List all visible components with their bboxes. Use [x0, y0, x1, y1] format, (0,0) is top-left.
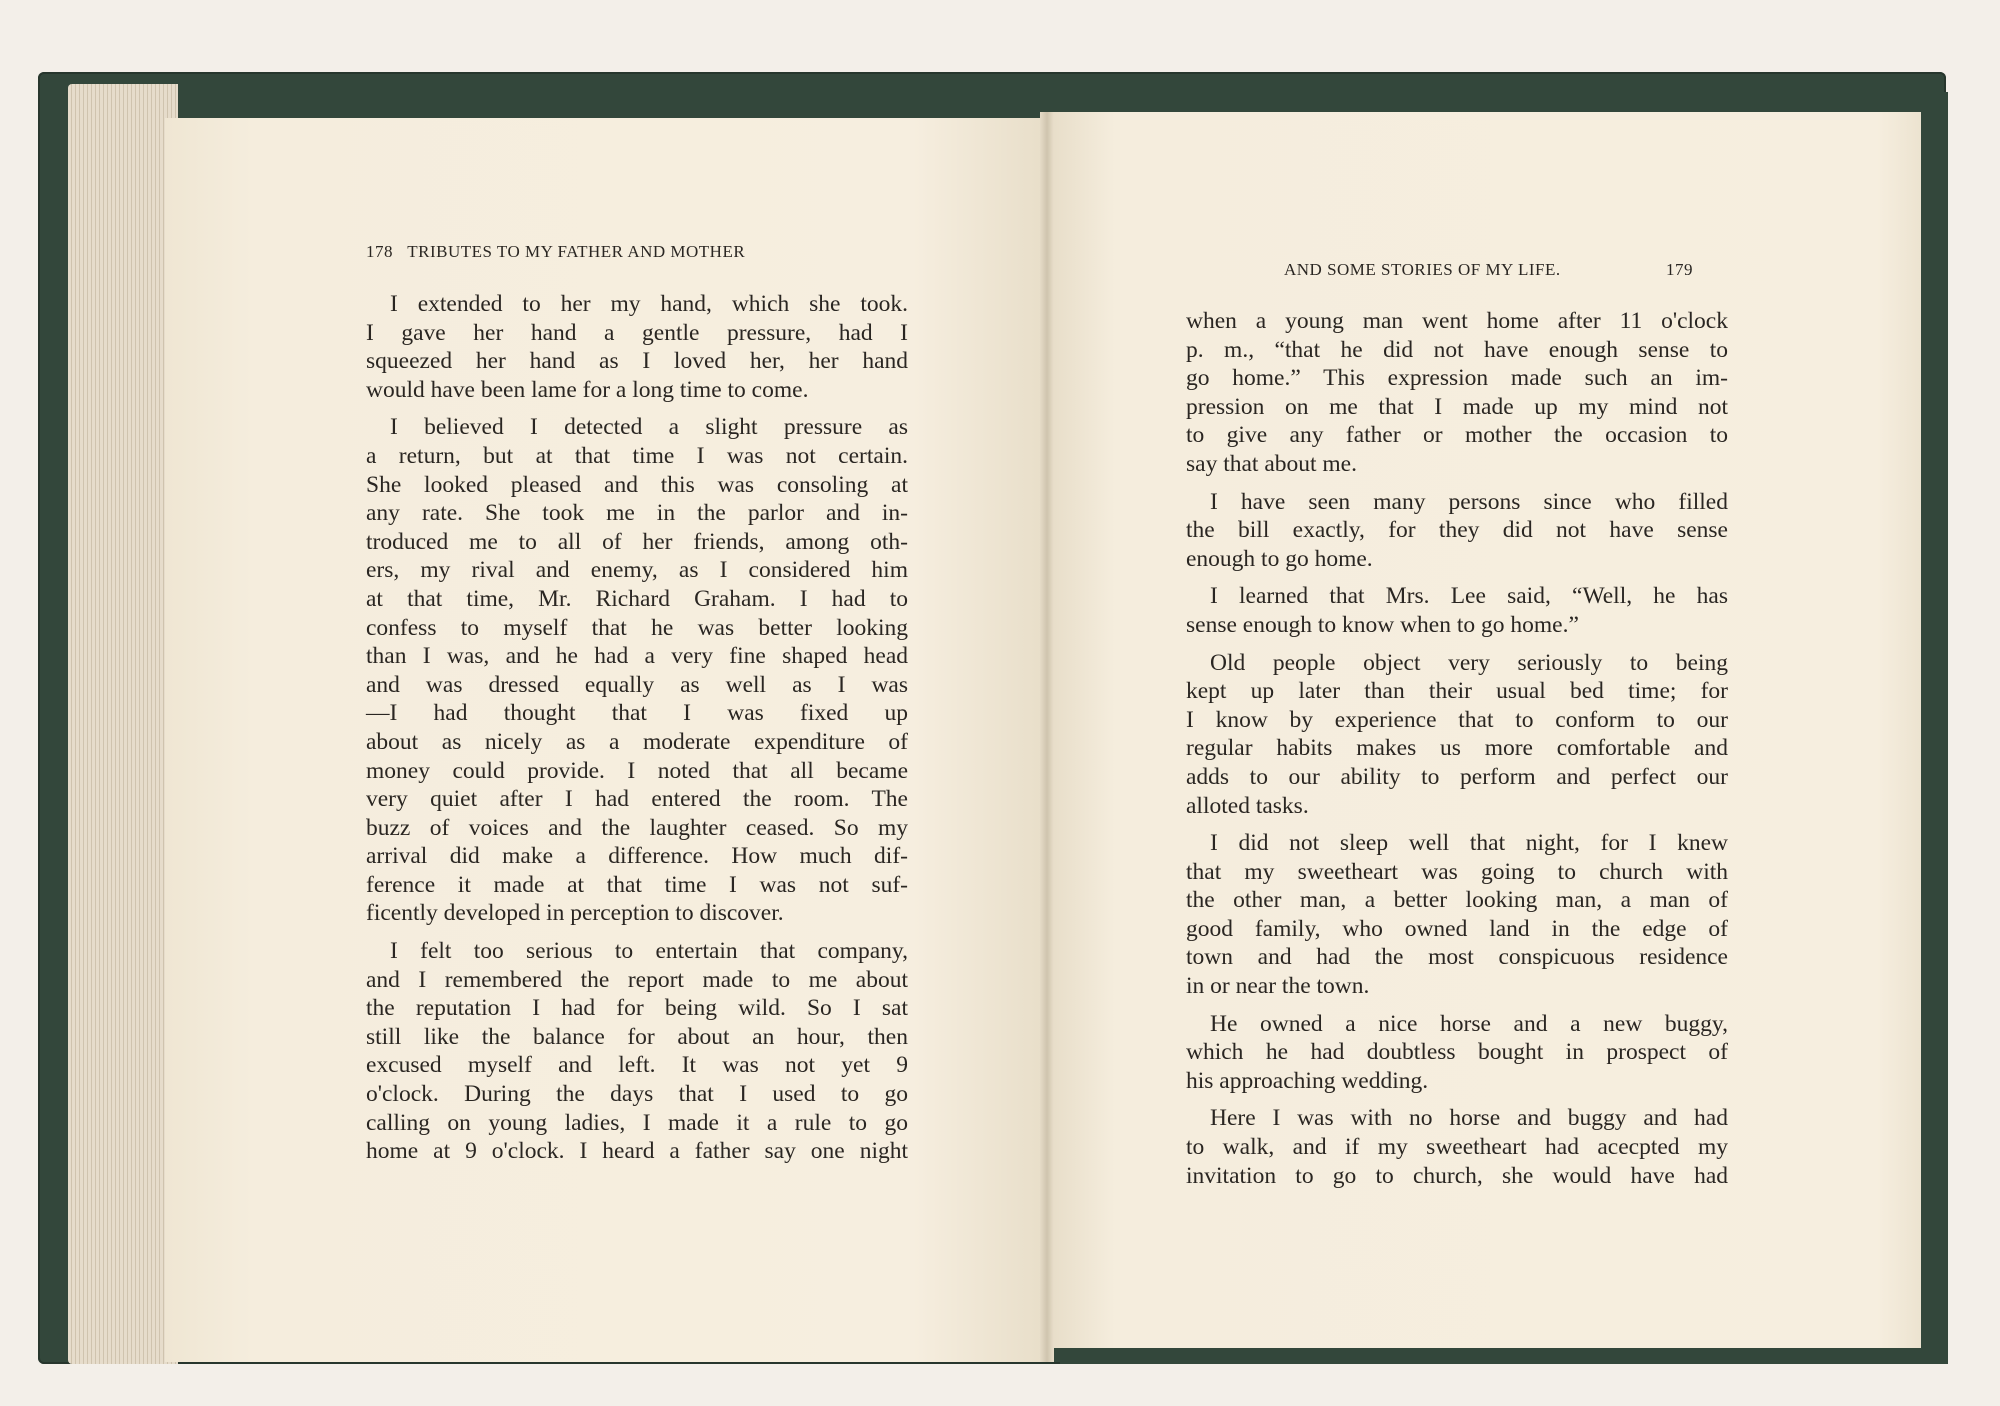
text-line: I felt too serious to entertain that company,: [390, 938, 908, 965]
text-line: calling on young ladies, I made it a rule to go: [366, 1109, 908, 1136]
text-line: buzz of voices and the laughter ceased. So my: [366, 814, 908, 841]
page-number: 179: [1666, 260, 1693, 279]
text-line: sense enough to know when to go home.”: [1186, 611, 1579, 638]
paragraph: [1186, 488, 1728, 574]
text-line: say that about me.: [1186, 450, 1357, 477]
text-line: about as nicely as a moderate expenditure of: [366, 728, 908, 755]
text-line: enough to go home.: [1186, 545, 1373, 572]
text-line: I did not sleep well that night, for I knew: [1210, 830, 1728, 857]
text-line: ers, my rival and enemy, as I considered him: [366, 557, 908, 584]
paragraph: [1186, 649, 1728, 821]
text-line: his approaching wedding.: [1186, 1067, 1429, 1094]
text-line: good family, who owned land in the edge of: [1186, 915, 1728, 942]
text-line: I believed I detected a slight pressure as: [390, 414, 908, 441]
text-line: any rate. She took me in the parlor and in-: [366, 500, 908, 527]
text-line: at that time, Mr. Richard Graham. I had to: [366, 585, 908, 612]
text-line: Here I was with no horse and buggy and had: [1210, 1105, 1728, 1132]
text-line: that my sweetheart was going to church with: [1186, 858, 1728, 885]
text-line: in or near the town.: [1186, 973, 1370, 1000]
paragraph: [1186, 1010, 1728, 1096]
paragraph: [1186, 829, 1728, 1001]
text-line: pression on me that I made up my mind not: [1186, 393, 1728, 420]
text-line: He owned a nice horse and a new buggy,: [1210, 1010, 1728, 1037]
text-line: still like the balance for about an hour, then: [366, 1023, 908, 1050]
text-line: ficently developed in perception to discover.: [366, 900, 784, 927]
left-page-text: [366, 290, 908, 1175]
text-line: arrival did make a difference. How much dif-: [366, 843, 908, 870]
running-head-title: AND SOME STORIES OF MY LIFE.: [1284, 260, 1561, 279]
text-line: adds to our ability to perform and perfect our: [1186, 763, 1728, 790]
text-line: home at 9 o'clock. I heard a father say one night: [366, 1138, 908, 1165]
text-line: and was dressed equally as well as I was: [366, 671, 908, 698]
text-line: a return, but at that time I was not certain.: [366, 442, 908, 469]
text-line: squeezed her hand as I loved her, her hand: [366, 348, 908, 375]
text-line: to walk, and if my sweetheart had acecpted my: [1186, 1134, 1728, 1161]
text-line: p. m., “that he did not have enough sense to: [1186, 336, 1728, 363]
paragraph: [1186, 1104, 1728, 1190]
text-line: I learned that Mrs. Lee said, “Well, he has: [1210, 583, 1728, 610]
paragraph: [366, 290, 908, 404]
text-line: the bill exactly, for they did not have sense: [1186, 517, 1728, 544]
book-gutter: [1040, 112, 1054, 1362]
text-line: kept up later than their usual bed time; for: [1186, 678, 1728, 705]
text-line: which he had doubtless bought in prospect of: [1186, 1039, 1728, 1066]
text-line: troduced me to all of her friends, among oth-: [366, 528, 908, 555]
text-line: regular habits makes us more comfortable and: [1186, 735, 1728, 762]
text-line: than I was, and he had a very fine shaped head: [366, 643, 908, 670]
text-line: confess to myself that he was better looking: [366, 614, 908, 641]
text-line: very quiet after I had entered the room. The: [366, 786, 908, 813]
text-line: ference it made at that time I was not suf-: [366, 871, 908, 898]
paragraph: [1186, 307, 1728, 479]
left-running-head: [366, 242, 745, 262]
text-line: I have seen many persons since who filled: [1210, 488, 1728, 515]
text-line: the reputation I had for being wild. So I sat: [366, 995, 908, 1022]
text-line: money could provide. I noted that all became: [366, 757, 908, 784]
text-line: town and had the most conspicuous residence: [1186, 944, 1728, 971]
page-edges: [68, 84, 178, 1364]
text-line: Old people object very seriously to being: [1210, 649, 1728, 676]
text-line: and I remembered the report made to me about: [366, 966, 908, 993]
page-number: 178: [366, 242, 393, 261]
paragraph: [1186, 582, 1728, 639]
paragraph: [366, 937, 908, 1166]
right-running-head: [1284, 260, 1561, 280]
text-line: excused myself and left. It was not yet 9: [366, 1052, 908, 1079]
running-head-title: TRIBUTES TO MY FATHER AND MOTHER: [407, 242, 746, 261]
text-line: to give any father or mother the occasion to: [1186, 422, 1728, 449]
right-page-text: [1186, 307, 1728, 1199]
text-line: alloted tasks.: [1186, 792, 1309, 819]
text-line: I gave her hand a gentle pressure, had I: [366, 319, 908, 346]
text-line: I extended to her my hand, which she took.: [390, 291, 908, 317]
text-line: would have been lame for a long time to come.: [366, 376, 809, 403]
text-line: I know by experience that to conform to our: [1186, 706, 1728, 733]
text-line: —I had thought that I was fixed up: [366, 700, 908, 727]
text-line: She looked pleased and this was consoling at: [366, 471, 908, 498]
text-line: when a young man went home after 11 o'clock: [1186, 308, 1728, 334]
text-line: invitation to go to church, she would have had: [1186, 1162, 1728, 1189]
text-line: o'clock. During the days that I used to go: [366, 1081, 908, 1108]
paragraph: [366, 413, 908, 928]
text-line: go home.” This expression made such an im-: [1186, 365, 1728, 392]
text-line: the other man, a better looking man, a man of: [1186, 887, 1728, 914]
